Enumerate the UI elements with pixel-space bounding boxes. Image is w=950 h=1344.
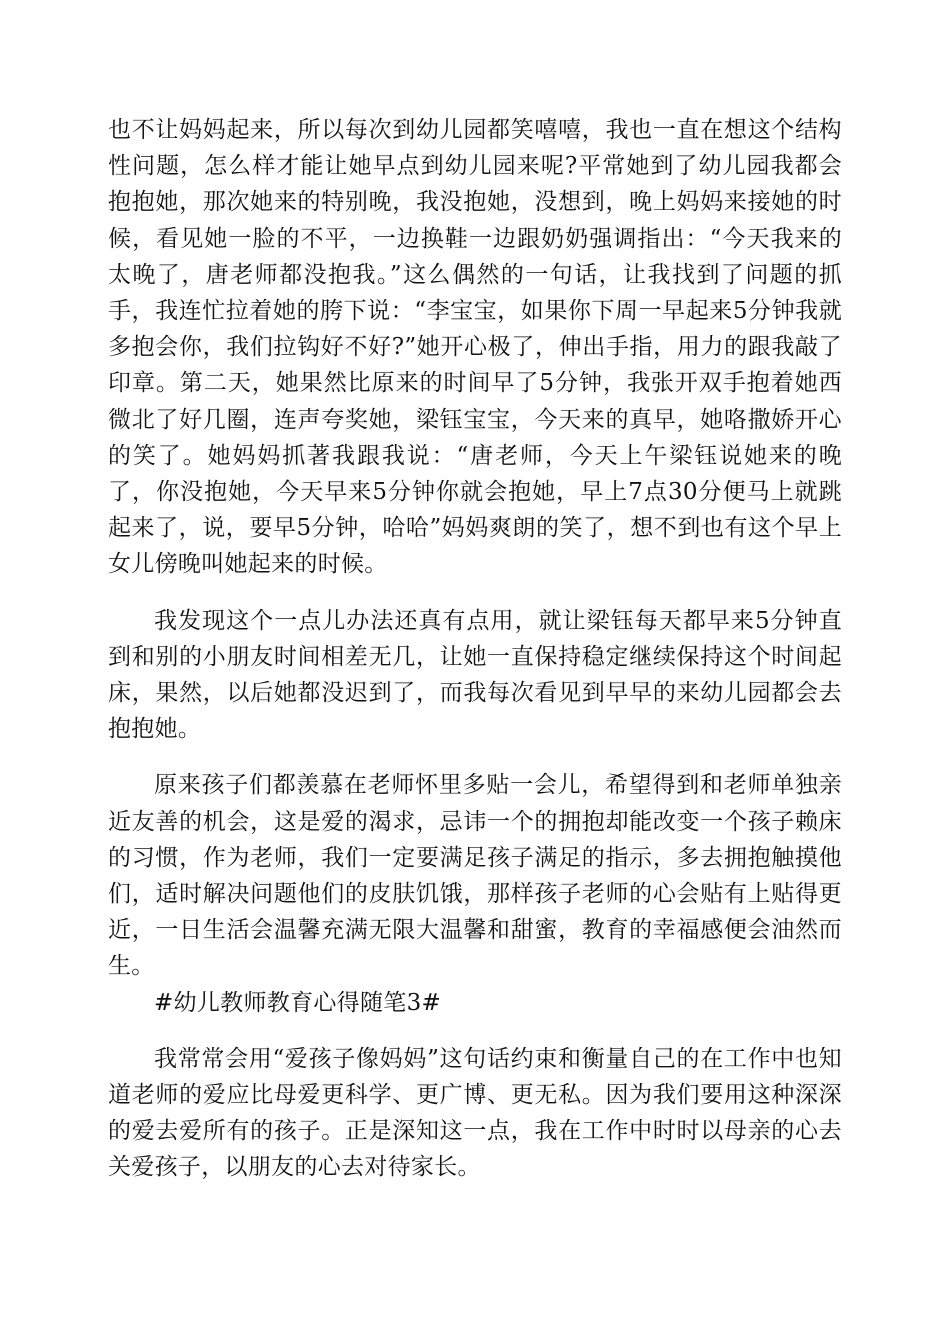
paragraph-continued: 也不让妈妈起来，所以每次到幼儿园都笑嘻嘻，我也一直在想这个结构性问题，怎么样才能让她早点到幼儿园来呢?平常她到了幼儿园我都会抱抱她，那次她来的特别晚，我没抱她，没想到，晚上妈妈来接她的时候，看见她一脸的不平，一边换鞋一边跟奶奶强调指出：“今天我来的太晚了，唐老师都没抱我。”这么偶然的一句话，让我找到了问题的抓手，我连忙拉着她的胯下说：“李宝宝，如果你下周一早起来5分钟我就多抱会你，我们拉钩好不好?”她开心极了，伸出手指，用力的跟我敲了印章。第二天，她果然比原来的时间早了5分钟，我张开双手抱着她西微北了好几圈，连声夸奖她，梁钰宝宝，今天来的真早，她咯撒娇开心的笑了。她妈妈抓著我跟我说：“唐老师，今天上午梁钰说她来的晚了，你没抱她，今天早来5分钟你就会抱她，早上7点30分便马上就跳起来了，说，要早5分钟，哈哈”妈妈爽朗的笑了，想不到也有这个早上女儿傍晚叫她起来的时候。 [108, 117, 842, 578]
paragraph-method: 我发现这个一点儿办法还真有点用，就让梁钰每天都早来5分钟直到和别的小朋友时间相差无几，让她一直保持稳定继续保持这个时间起床，果然，以后她都没迟到了，而我每次看见到早早的来幼儿园都会去抱抱她。 [108, 607, 842, 743]
paragraph-reflection: 原来孩子们都羡慕在老师怀里多贴一会儿，希望得到和老师单独亲近友善的机会，这是爱的渴求，忌讳一个的拥抱却能改变一个孩子赖床的习惯，作为老师，我们一定要满足孩子满足的指示，多去拥抱触摸他们，适时解决问题他们的皮肤饥饿，那样孩子老师的心会贴有上贴得更近，一日生活会温馨充满无限大温馨和甜蜜，教育的幸福感便会油然而生。 [108, 772, 842, 980]
document-page [108, 112, 842, 1186]
section-heading: #幼儿教师教育心得随笔3# [154, 989, 442, 1016]
paragraph-section-3: 我常常会用“爱孩子像妈妈”这句话约束和衡量自己的在工作中也知道老师的爱应比母爱更科学、更广博、更无私。因为我们要用这种深深的爱去爱所有的孩子。正是深知这一点，我在工作中时时以母亲的心去关爱孩子，以朋友的心去对待家长。 [108, 1045, 842, 1181]
